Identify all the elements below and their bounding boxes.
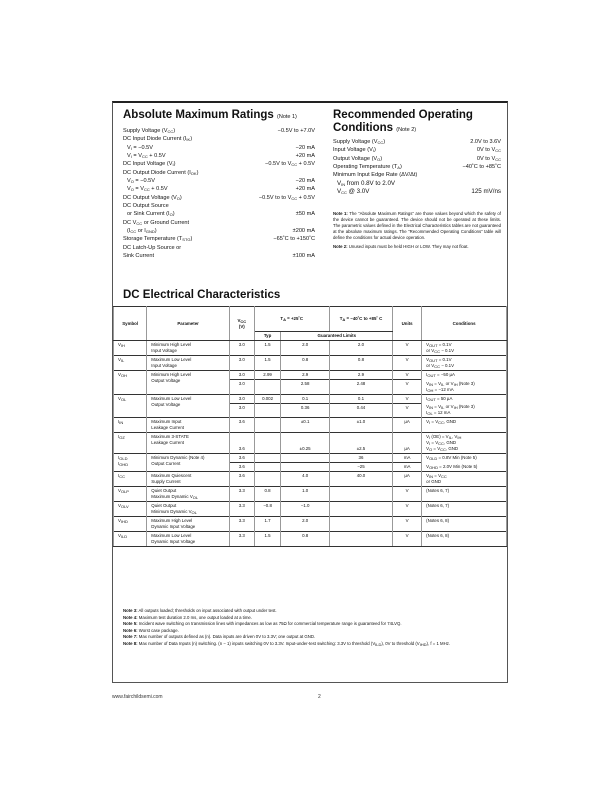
abs-max-value: +20 mA <box>295 153 315 160</box>
table-row <box>114 371 507 380</box>
cell-conditions: (Notes 6, 7) <box>422 487 507 502</box>
cell-conditions: $V_{OUT} = 0.1V$ or $V_{CC} - 0.1V$ <box>422 341 507 356</box>
rec-op-value: 0V to $V_{CC}$ <box>476 155 501 162</box>
header-symbol: Symbol <box>114 307 147 341</box>
table-row <box>114 487 507 502</box>
table-row <box>114 472 507 487</box>
cell-units: mA <box>393 454 422 463</box>
abs-max-row <box>123 202 315 210</box>
table-row <box>114 517 507 532</box>
cell-symbol: $V_{IL}$ <box>114 356 147 371</box>
table-row <box>114 394 507 403</box>
cell-vcc: 3.6 <box>229 463 254 472</box>
cell-units: V <box>393 356 422 371</box>
header-units: Units <box>393 307 422 341</box>
abs-max-row <box>123 169 315 177</box>
cell-parameter: Maximum Low Level Dynamic Input Voltage <box>147 532 230 547</box>
rec-op-label: Minimum Input Edge Rate (ΔV/Δt) <box>333 172 418 179</box>
note-text: Maximum test duration 2.0 ms, one output loaded at a time. <box>137 614 252 620</box>
cell-units: V <box>393 532 422 547</box>
cell-units: V <box>393 517 422 532</box>
cell-typ: 1.7 <box>254 517 281 532</box>
cell-vcc: 3.6 <box>229 433 254 454</box>
cell-conditions: $V_I$ $(OE) = V_{IL}$, $V_{IH}$ $V_I = V_{CC}$, GND $V_O = V_{CC}$, GND <box>422 433 507 454</box>
note-label: Note 7: <box>123 634 138 640</box>
cell-symbol: $V_{OLV}$ <box>114 502 147 517</box>
rec-op-label: $V_{IN}$ from 0.8V to 2.0V <box>337 179 396 187</box>
cell-vcc: 3.0 <box>229 341 254 356</box>
cell-typ <box>254 463 281 472</box>
cell-units: V <box>393 380 422 395</box>
cell-conditions: $V_{IN} = V_{IL}$ or $V_{IH}$ (Note 3) $I_{OH} = -12$ mA <box>422 380 507 395</box>
cell-symbol: $V_{IH}$ <box>114 341 147 356</box>
cell-parameter: Maximum Low Level Input Voltage <box>147 356 230 371</box>
abs-max-label: DC $V_{CC}$ or Ground Current <box>123 219 190 226</box>
cell-limit-25c: 4.0 <box>281 472 329 487</box>
cell-parameter: Quiet Output Minimum Dynamic $V_{OL}$ <box>147 502 230 517</box>
cell-conditions: $V_{OLD} = 0.8V$ Min (Note 5) <box>422 454 507 463</box>
rec-op-row <box>333 180 501 189</box>
abs-max-label: Supply Voltage $(V_{CC})$ <box>123 128 176 134</box>
cell-conditions: (Notes 6, 7) <box>422 502 507 517</box>
cell-typ <box>254 403 281 418</box>
abs-max-row <box>123 160 315 168</box>
note-text: Max number of Data Inputs (n) switching. (n − 1) inputs switching 0V to 3.3V. Input-under-test switching: 3.3V to threshold $(V_{ILD})$, 0V to threshold $(V_{IHD})$, f = 1 MHz. <box>137 640 451 647</box>
table-row <box>114 433 507 454</box>
cell-conditions: $V_{OHD} = 2.0V$ Min (Note 5) <box>422 463 507 472</box>
cell-limit-range: ±1.0 <box>329 418 392 433</box>
cell-typ: 1.5 <box>254 532 281 547</box>
cell-limit-25c: 2.58 <box>281 380 329 395</box>
abs-max-row <box>123 185 315 193</box>
cell-limit-range: 0.44 <box>329 403 392 418</box>
abs-max-label: DC Input Voltage $(V_I)$ <box>123 161 176 168</box>
rec-op-value: 125 mV/ns <box>471 188 501 196</box>
cell-conditions: (Notes 6, 8) <box>422 517 507 532</box>
note-label: Note 2: <box>333 243 348 249</box>
cell-vcc: 3.0 <box>229 371 254 380</box>
header-ta-range: $T_A$ = −40˚C to +85˚ C <box>329 307 392 332</box>
abs-max-row <box>123 135 315 143</box>
header-vcc: $V_{CC}$ (V) <box>229 307 254 341</box>
cell-vcc: 3.3 <box>229 532 254 547</box>
rec-op-row <box>333 138 501 146</box>
cell-typ: −0.8 <box>254 502 281 517</box>
note-label: Note 8: <box>123 640 138 646</box>
cell-vcc: 3.0 <box>229 380 254 395</box>
cell-symbol: $V_{OH}$ <box>114 371 147 395</box>
cell-conditions: $V_{IN} = V_{CC}$ or GND <box>422 472 507 487</box>
note-item <box>123 641 501 648</box>
cell-typ <box>254 380 281 395</box>
cell-symbol: $V_{ILD}$ <box>114 532 147 547</box>
abs-max-label: DC Output Voltage $(V_O)$ <box>123 194 182 201</box>
table-row <box>114 454 507 463</box>
note-label: Note 4: <box>123 614 138 620</box>
note-item <box>123 634 501 641</box>
cell-vcc: 3.0 <box>229 403 254 418</box>
table-row <box>114 341 507 356</box>
cell-conditions: $V_I = V_{CC}$, GND <box>422 418 507 433</box>
dc-characteristics-title: DC Electrical Characteristics <box>123 289 281 301</box>
abs-max-row <box>123 177 315 185</box>
abs-max-value: ±50 mA <box>295 211 315 218</box>
abs-max-label: DC Input Diode Current $(I_{IK})$ <box>123 136 193 143</box>
cell-conditions: $I_{OUT} = 50$ µA <box>422 394 507 403</box>
cell-limit-25c: 0.36 <box>281 403 329 418</box>
rec-op-label: Input Voltage $(V_I)$ <box>333 147 376 154</box>
cell-limit-range: 40.0 <box>329 472 392 487</box>
abs-max-label: DC Latch-Up Source or <box>123 244 182 251</box>
header-ta25: $T_A$ = +25˚C <box>254 307 329 332</box>
abs-max-row <box>123 210 315 218</box>
abs-max-row <box>123 227 315 235</box>
cell-limit-25c: −1.0 <box>281 502 329 517</box>
cell-limit-range: 2.0 <box>329 341 392 356</box>
header-conditions: Conditions <box>422 307 507 341</box>
cell-units: V <box>393 502 422 517</box>
rec-op-value: −40˚C to +85˚C <box>462 164 501 171</box>
cell-symbol: $I_{OZ}$ <box>114 433 147 454</box>
cell-symbol: $V_{IHD}$ <box>114 517 147 532</box>
cell-units: µA <box>393 472 422 487</box>
header-guaranteed-limits: Guaranteed Limits <box>281 332 393 341</box>
cell-symbol: $I_{CC}$ <box>114 472 147 487</box>
cell-limit-25c: 2.9 <box>281 371 329 380</box>
note-label: Note 1: <box>333 211 348 216</box>
cell-parameter: Quiet Output Maximum Dynamic $V_{OL}$ <box>147 487 230 502</box>
table-row <box>114 356 507 371</box>
cell-vcc: 3.0 <box>229 394 254 403</box>
cell-parameter: Minimum High Level Input Voltage <box>147 341 230 356</box>
abs-max-label: DC Output Source <box>123 203 169 210</box>
cell-parameter: Maximum 3-STATE Leakage Current <box>147 433 230 454</box>
cell-conditions: (Notes 6, 8) <box>422 532 507 547</box>
abs-max-row <box>123 235 315 243</box>
cell-typ: 1.5 <box>254 356 281 371</box>
cell-limit-range <box>329 487 392 502</box>
note-label: Note 5: <box>123 621 138 627</box>
rec-op-notes <box>333 211 501 252</box>
abs-max-list <box>123 127 315 261</box>
cell-limit-range: 2.48 <box>329 380 392 395</box>
cell-limit-25c: 0.8 <box>281 532 329 547</box>
abs-max-row <box>123 127 315 135</box>
cell-typ <box>254 433 281 454</box>
abs-max-value: −20 mA <box>295 178 315 185</box>
cell-conditions: $V_{IN} = V_{IL}$ or $V_{IH}$ (Note 3) $I_{OL} = 12$ mA <box>422 403 507 418</box>
abs-max-row <box>123 152 315 160</box>
cell-limit-range <box>329 532 392 547</box>
cell-vcc: 3.3 <box>229 487 254 502</box>
abs-max-row <box>123 252 315 260</box>
cell-units: V <box>393 394 422 403</box>
rec-op-value: 0V to $V_{CC}$ <box>476 147 501 154</box>
abs-max-label: Storage Temperature $(T_{STG})$ <box>123 236 193 243</box>
cell-parameter: Maximum Quiescent Supply Current <box>147 472 230 487</box>
cell-symbol: $V_{OLP}$ <box>114 487 147 502</box>
cell-parameter: Maximum Low Level Output Voltage <box>147 394 230 418</box>
rec-op-label: $V_{CC}$ @ 3.0V <box>337 188 370 196</box>
abs-max-row <box>123 244 315 252</box>
note-item <box>333 244 501 250</box>
cell-symbol: $I_{IN}$ <box>114 418 147 433</box>
note-item <box>123 628 501 635</box>
abs-max-label: $V_I = -0.5V$ <box>127 144 154 151</box>
page-number: 2 <box>318 694 321 700</box>
header-parameter: Parameter <box>147 307 230 341</box>
cell-limit-range: 36 <box>329 454 392 463</box>
cell-typ: 0.002 <box>254 394 281 403</box>
cell-vcc: 3.3 <box>229 502 254 517</box>
cell-vcc: 3.6 <box>229 418 254 433</box>
cell-limit-25c <box>281 463 329 472</box>
cell-symbol: $I_{OLD}$ $I_{OHD}$ <box>114 454 147 472</box>
abs-max-value: −0.5V to $V_{CC} + 0.5V$ <box>265 161 315 168</box>
abs-max-value: −20 mA <box>295 144 315 151</box>
cell-vcc: 3.0 <box>229 356 254 371</box>
cell-vcc: 3.6 <box>229 454 254 463</box>
table-row <box>114 418 507 433</box>
datasheet-frame <box>112 101 508 683</box>
cell-parameter: Minimum Dynamic (Note 4) Output Current <box>147 454 230 472</box>
abs-max-label: $V_O = V_{CC} + 0.5V$ <box>127 186 168 193</box>
cell-limit-range: 0.1 <box>329 394 392 403</box>
cell-typ <box>254 472 281 487</box>
cell-typ <box>254 454 281 463</box>
rec-op-row <box>333 146 501 154</box>
rec-op-row <box>333 171 501 179</box>
cell-parameter: Maximum Input Leakage Current <box>147 418 230 433</box>
cell-limit-25c: 2.0 <box>281 517 329 532</box>
cell-limit-25c: 1.0 <box>281 487 329 502</box>
header-typ: Typ <box>254 332 281 341</box>
abs-max-label: Sink Current <box>123 253 155 260</box>
cell-typ: 2.99 <box>254 371 281 380</box>
rec-op-value: 2.0V to 3.6V <box>470 139 501 145</box>
cell-limit-range <box>329 502 392 517</box>
cell-parameter: Maximum High Level Dynamic Input Voltage <box>147 517 230 532</box>
abs-max-label: or Sink Current $(I_O)$ <box>127 211 175 218</box>
cell-limit-25c: ±0.1 <box>281 418 329 433</box>
cell-typ <box>254 418 281 433</box>
dc-characteristics-table <box>113 306 507 547</box>
cell-limit-25c <box>281 454 329 463</box>
note-label: Note 6: <box>123 627 138 633</box>
cell-parameter: Minimum High Level Output Voltage <box>147 371 230 395</box>
cell-limit-range: −25 <box>329 463 392 472</box>
note-text: All outputs loaded; thresholds on input associated with output under test. <box>137 608 277 613</box>
footer-url[interactable]: www.fairchildsemi.com <box>112 694 163 700</box>
cell-units: µA <box>393 418 422 433</box>
rec-op-row <box>333 155 501 163</box>
rec-op-row <box>333 188 501 197</box>
note-item <box>333 211 501 241</box>
abs-max-value: ±100 mA <box>292 253 315 260</box>
cell-vcc: 3.3 <box>229 517 254 532</box>
abs-max-value: ±200 mA <box>292 228 315 235</box>
abs-max-label: $V_I = V_{CC} + 0.5V$ <box>127 153 166 160</box>
cell-limit-range: ±2.5 <box>329 433 392 454</box>
cell-limit-range: 0.8 <box>329 356 392 371</box>
note-text: Incident wave switching on transmission lines with impedances as low as 75Ω for commercial temperature range is guaranteed for 74LVQ. <box>137 621 402 627</box>
table-row <box>114 502 507 517</box>
cell-typ: 1.5 <box>254 341 281 356</box>
rec-op-row <box>333 163 501 171</box>
cell-limit-25c: 0.1 <box>281 394 329 403</box>
cell-units: mA <box>393 463 422 472</box>
note-text: Worst case package. <box>137 627 179 633</box>
cell-limit-25c: ±0.25 <box>281 433 329 454</box>
abs-max-row <box>123 144 315 152</box>
cell-typ: 0.8 <box>254 487 281 502</box>
abs-max-label: DC Output Diode Current $(I_{OK})$ <box>123 169 199 176</box>
cell-limit-range <box>329 517 392 532</box>
abs-max-label: $V_O = -0.5V$ <box>127 178 156 185</box>
cell-vcc: 3.6 <box>229 472 254 487</box>
rec-op-label: Output Voltage $(V_O)$ <box>333 155 383 162</box>
note-label: Note 3: <box>123 608 138 613</box>
abs-max-value: −65˚C to +150˚C <box>273 236 315 243</box>
cell-units: V <box>393 341 422 356</box>
cell-conditions: $I_{OUT} = -50$ µA <box>422 371 507 380</box>
cell-conditions: $V_{OUT} = 0.1V$ or $V_{CC} - 0.1V$ <box>422 356 507 371</box>
rec-op-title: Recommended Operating Conditions (Note 2) <box>333 109 473 134</box>
dc-notes <box>123 608 501 648</box>
note-item <box>123 608 501 615</box>
cell-units: V <box>393 403 422 418</box>
cell-symbol: $V_{OL}$ <box>114 394 147 418</box>
note-text: The “Absolute Maximum Ratings” are those values beyond which the safety of the device cannot be guaranteed. The device should not be operated at these limits. The parametric values defined in the Electrical Characteristics tables are not guaranteed at the absolute maximum ratings. The “Recommended Operating Conditions” table will define the conditions for actual device operation. <box>333 211 501 240</box>
note-text: Max number of outputs defined as (n). Data inputs are driven 0V to 3.3V; one output at GND. <box>137 634 316 640</box>
abs-max-value: +20 mA <box>295 186 315 193</box>
abs-max-label: ($I_{CC}$ or $I_{GND}$) <box>127 228 157 235</box>
abs-max-row <box>123 194 315 202</box>
abs-max-value: −0.5V to to $V_{CC} + 0.5V$ <box>258 194 315 201</box>
abs-max-title: Absolute Maximum Ratings (Note 1) <box>123 109 297 121</box>
cell-limit-range: 2.9 <box>329 371 392 380</box>
abs-max-row <box>123 219 315 227</box>
note-text: Unused inputs must be held HIGH or LOW. They may not float. <box>347 243 469 249</box>
table-row <box>114 532 507 547</box>
abs-max-value: −0.5V to +7.0V <box>277 128 315 134</box>
cell-units: V <box>393 371 422 380</box>
cell-limit-25c: 2.0 <box>281 341 329 356</box>
note-item <box>123 621 501 628</box>
rec-op-label: Operating Temperature $(T_A)$ <box>333 164 402 171</box>
rec-op-label: Supply Voltage $(V_{CC})$ <box>333 139 386 145</box>
cell-units: µA <box>393 433 422 454</box>
rec-op-list <box>333 138 501 197</box>
note-item <box>123 615 501 622</box>
cell-limit-25c: 0.8 <box>281 356 329 371</box>
cell-units: V <box>393 487 422 502</box>
